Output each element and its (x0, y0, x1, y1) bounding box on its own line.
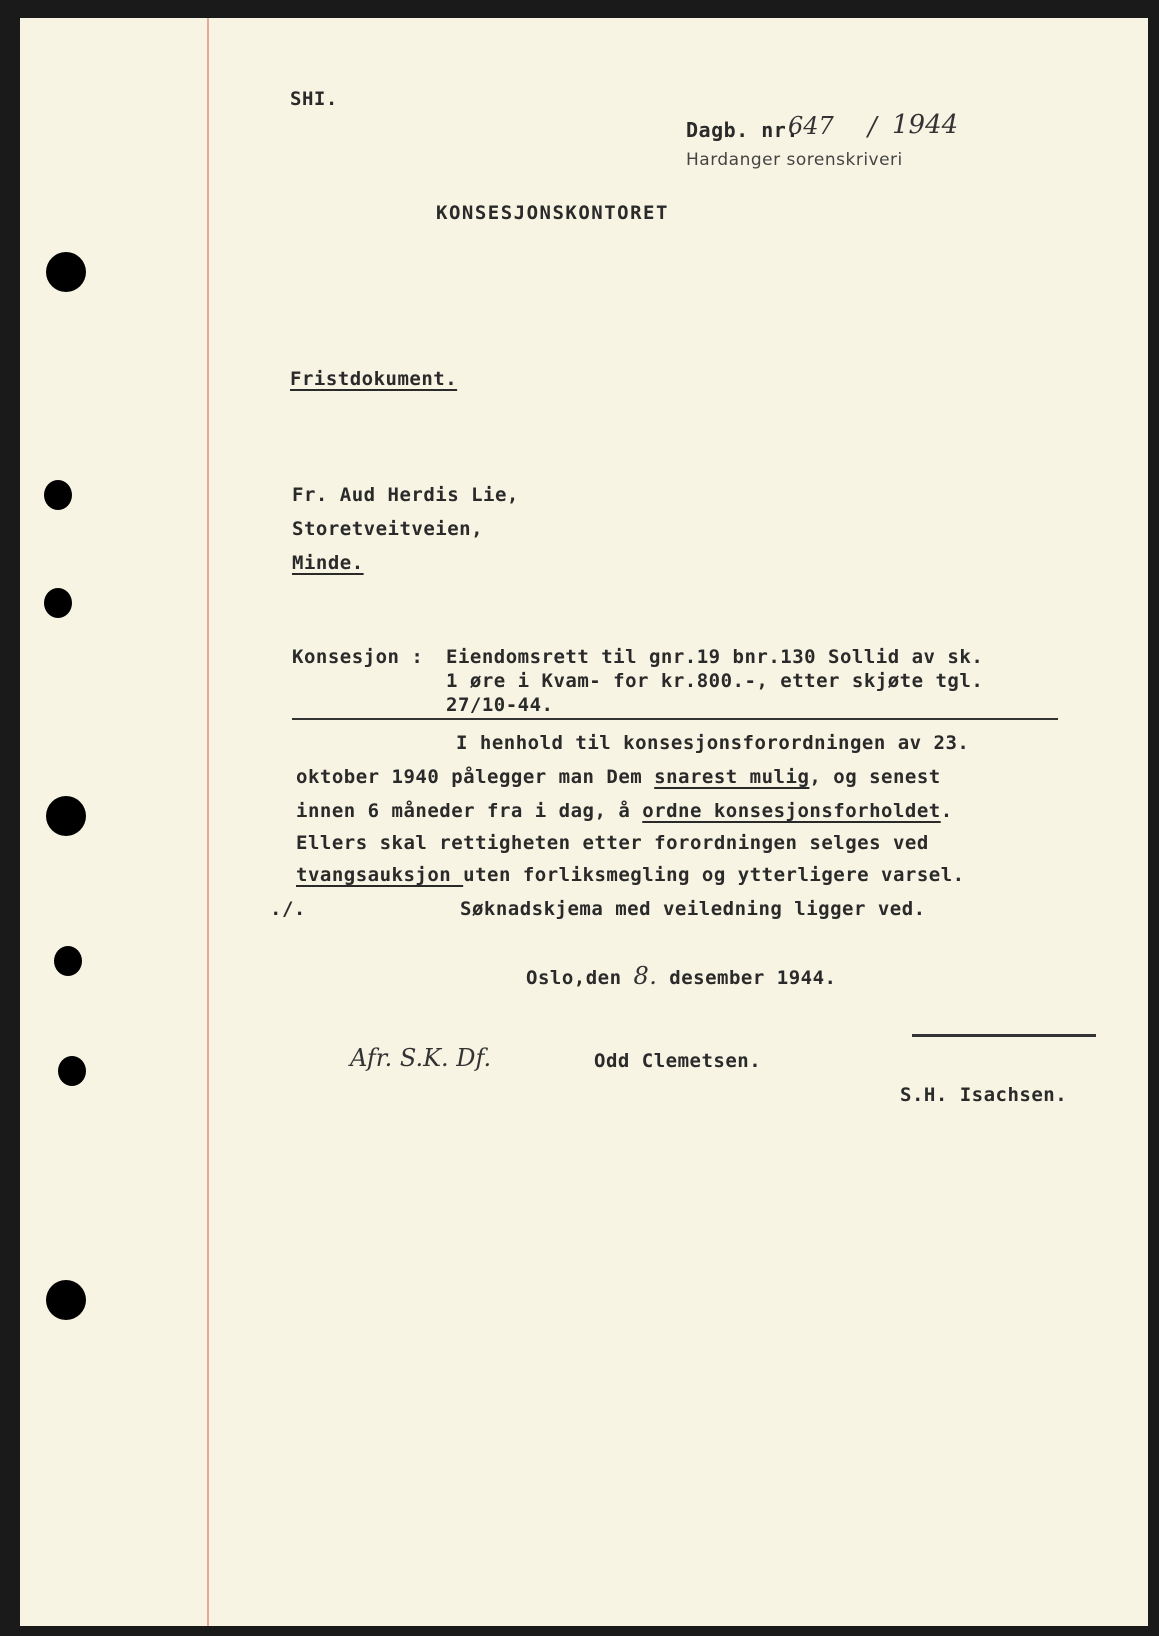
handwritten-note: Afr. S.K. Df. (350, 1044, 492, 1072)
court-stamp: Hardanger sorenskriveri (686, 150, 903, 170)
addressee-street: Storetveitveien, (292, 518, 484, 540)
body-line-3: innen 6 måneder fra i dag, å ordne konsesjonsforholdet. (296, 800, 953, 822)
dagbok-label: Dagb. nr. (686, 118, 799, 142)
margin-line (207, 18, 209, 1626)
signature-rule (912, 1034, 1096, 1037)
subject-line-2: 1 øre i Kvam- for kr.800.-, etter skjøte tgl. (446, 670, 984, 692)
dagbok-number: 647 (788, 112, 834, 140)
subject-line-1: Eiendomsrett til gnr.19 bnr.130 Sollid av sk. (446, 646, 984, 668)
body-line-1: I henhold til konsesjonsforordningen av 23. (456, 732, 970, 754)
body-line-5: tvangsauksjon uten forliksmegling og ytterligere varsel. (296, 864, 965, 886)
punch-hole (46, 1280, 86, 1320)
office-title: KONSESJONSKONTORET (436, 202, 669, 224)
punch-hole (54, 946, 82, 976)
punch-hole (44, 480, 72, 510)
body-line-2: oktober 1940 pålegger man Dem snarest mulig, og senest (296, 766, 941, 788)
punch-hole (46, 796, 86, 836)
addressee-city: Minde. (292, 552, 364, 574)
initials: SHI. (290, 88, 338, 110)
document-page (20, 18, 1148, 1626)
punch-hole (46, 252, 86, 292)
subject-label: Konsesjon : (292, 646, 424, 668)
body-line-6: Søknadskjema med veiledning ligger ved. (460, 898, 926, 920)
signature-isachsen: S.H. Isachsen. (900, 1084, 1068, 1106)
dagbok-year: 1944 (892, 110, 959, 140)
subject-rule (292, 718, 1058, 720)
addressee-name: Fr. Aud Herdis Lie, (292, 484, 519, 506)
enclosure-mark: ./. (270, 898, 306, 920)
document-type: Fristdokument. (290, 368, 458, 390)
date-line: Oslo,den 8. desember 1944. (526, 962, 837, 990)
body-line-4: Ellers skal rettigheten etter forordningen selges ved (296, 832, 929, 854)
dagbok-separator: / (868, 112, 877, 142)
subject-line-3: 27/10-44. (446, 694, 554, 716)
punch-hole (58, 1056, 86, 1086)
signature-odd-clemetsen: Odd Clemetsen. (594, 1050, 762, 1072)
punch-hole (44, 588, 72, 618)
